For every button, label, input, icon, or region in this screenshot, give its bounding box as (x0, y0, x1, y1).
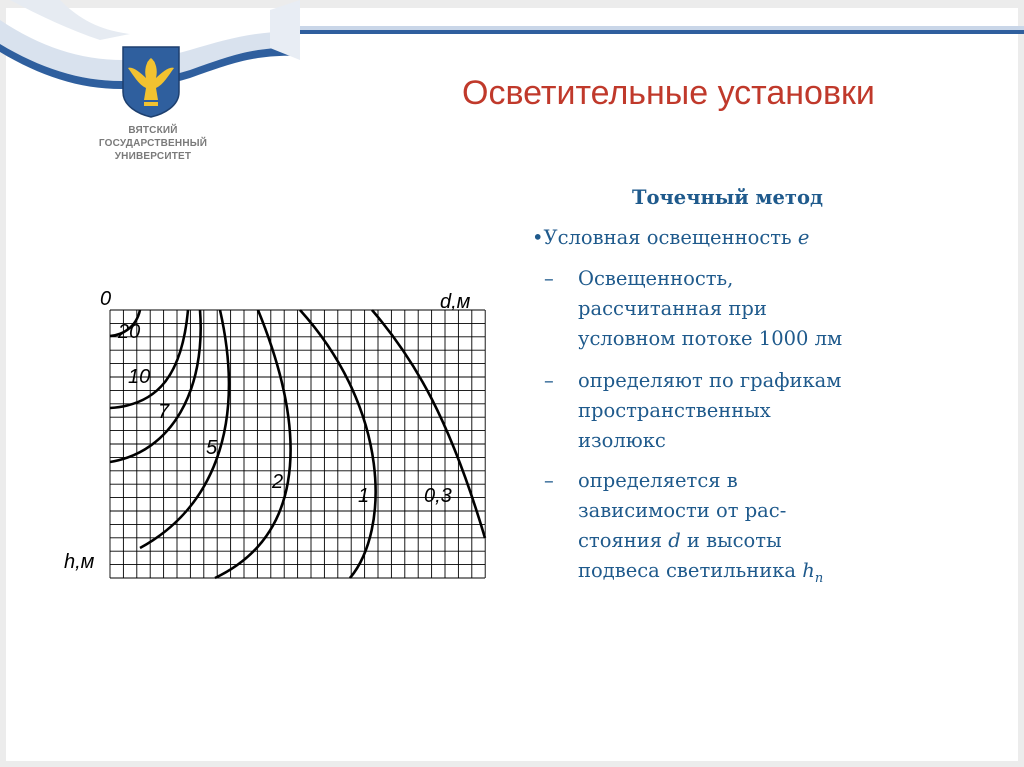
slide-title: Осветительные установки (462, 74, 875, 112)
sub-item-1-line-1: Освещенность, (578, 267, 734, 290)
x-axis-label: d,м (440, 291, 471, 313)
sub-item-3 (544, 466, 978, 594)
sub-item-2-line-3: изолюкс (578, 429, 666, 452)
graph-grid (110, 310, 485, 578)
sub-item-2-dash: – (544, 369, 554, 392)
bullet-point (532, 226, 809, 249)
sub-item-2 (544, 366, 978, 456)
sub-item-1 (544, 264, 978, 354)
sub-item-3-dash: – (544, 469, 554, 492)
curve-label-5: 5 (206, 437, 218, 459)
isolux-graph (60, 280, 500, 590)
sub-item-3-line-3b: и высоты (680, 529, 782, 552)
university-line-3: УНИВЕРСИТЕТ (114, 151, 192, 162)
sub-item-3-line-2: зависимости от рас- (578, 499, 787, 522)
university-name (88, 124, 218, 163)
sub-item-3-line-4a: подвеса светильника (578, 559, 803, 582)
frame-right (1018, 0, 1024, 767)
curve-label-0-3: 0,3 (424, 485, 452, 507)
curve-label-7: 7 (158, 401, 170, 423)
method-heading: Точечный метод (632, 186, 823, 209)
sub-item-1-line-2: рассчитанная при (578, 297, 767, 320)
curve-label-20: 20 (118, 321, 141, 343)
curve-label-2: 2 (272, 471, 284, 493)
height-subscript: n (814, 570, 824, 586)
sub-item-3-line-3a: стояния (578, 529, 669, 552)
sub-item-3-line-1: определяется в (578, 469, 738, 492)
sub-item-3-line-4 (578, 556, 978, 594)
curve-label-10: 10 (128, 366, 151, 388)
curve-label-1: 1 (358, 485, 370, 507)
y-axis-label: h,м (64, 551, 95, 573)
bullet-variable: e (797, 226, 810, 249)
sub-item-3-line-3 (578, 526, 978, 556)
origin-label: 0 (100, 288, 112, 310)
sub-item-1-line-3: условном потоке 1000 лм (578, 327, 843, 350)
height-variable: h (802, 559, 815, 582)
sub-item-2-line-1: определяют по графикам (578, 369, 842, 392)
bullet-text: •Условная освещенность (532, 226, 798, 249)
sub-item-1-dash: – (544, 267, 554, 290)
frame-left (0, 0, 6, 767)
university-line-2: ГОСУДАРСТВЕННЫЙ (98, 138, 208, 149)
university-crest (120, 44, 182, 118)
sub-item-2-line-2: пространственных (578, 399, 771, 422)
isolux-curve-5 (140, 310, 229, 548)
distance-variable: d (668, 529, 681, 552)
university-line-1: ВЯТСКИЙ (128, 125, 178, 136)
frame-bottom (0, 761, 1024, 767)
